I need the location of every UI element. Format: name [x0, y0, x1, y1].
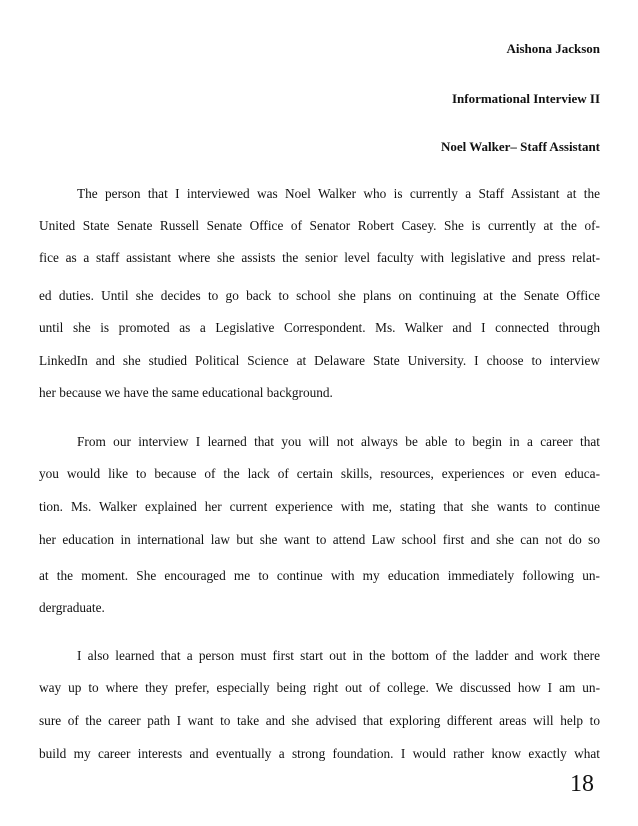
paragraph-2-line-2: you would like to because of the lack of certain skills, resources, experiences or even educa- — [39, 466, 600, 481]
header-subject: Noel Walker– Staff Assistant — [440, 139, 600, 154]
paragraph-2-line-3: tion. Ms. Walker explained her current experience with me, stating that she wants to continue — [39, 499, 600, 514]
paragraph-1-line-5: until she is promoted as a Legislative Correspondent. Ms. Walker and I connected through — [39, 320, 600, 335]
header-assignment: Informational Interview II — [451, 91, 600, 106]
paragraph-1-line-4: ed duties. Until she decides to go back to school she plans on continuing at the Senate Office — [39, 288, 600, 303]
paragraph-2-line-6: dergraduate. — [39, 600, 105, 615]
paragraph-1-line-2: United State Senate Russell Senate Office of Senator Robert Casey. She is currently at the of- — [39, 218, 600, 233]
paragraph-1-line-3: fice as a staff assistant where she assists the senior level faculty with legislative and press relat- — [39, 250, 600, 265]
paragraph-3-line-1: I also learned that a person must first start out in the bottom of the ladder and work there — [77, 648, 600, 663]
paragraph-3-line-3: sure of the career path I want to take and she advised that exploring different areas will help to — [39, 713, 600, 728]
paragraph-1-line-7: her because we have the same educational background. — [39, 385, 333, 400]
page-number: 18 — [570, 771, 594, 797]
paragraph-3-line-2: way up to where they prefer, especially being right out of college. We discussed how I am un- — [39, 680, 600, 695]
paragraph-2-line-1: From our interview I learned that you will not always be able to begin in a career that — [77, 434, 600, 449]
paragraph-1-line-1: The person that I interviewed was Noel Walker who is currently a Staff Assistant at the — [77, 186, 600, 201]
header-author: Aishona Jackson — [506, 41, 600, 56]
paragraph-3-line-4: build my career interests and eventually a strong foundation. I would rather know exactly what — [39, 746, 600, 761]
paragraph-1-line-6: LinkedIn and she studied Political Science at Delaware State University. I choose to interview — [39, 353, 600, 368]
paragraph-2-line-4: her education in international law but she want to attend Law school first and she can not do so — [39, 532, 600, 547]
paragraph-2-line-5: at the moment. She encouraged me to continue with my education immediately following un- — [39, 568, 600, 583]
